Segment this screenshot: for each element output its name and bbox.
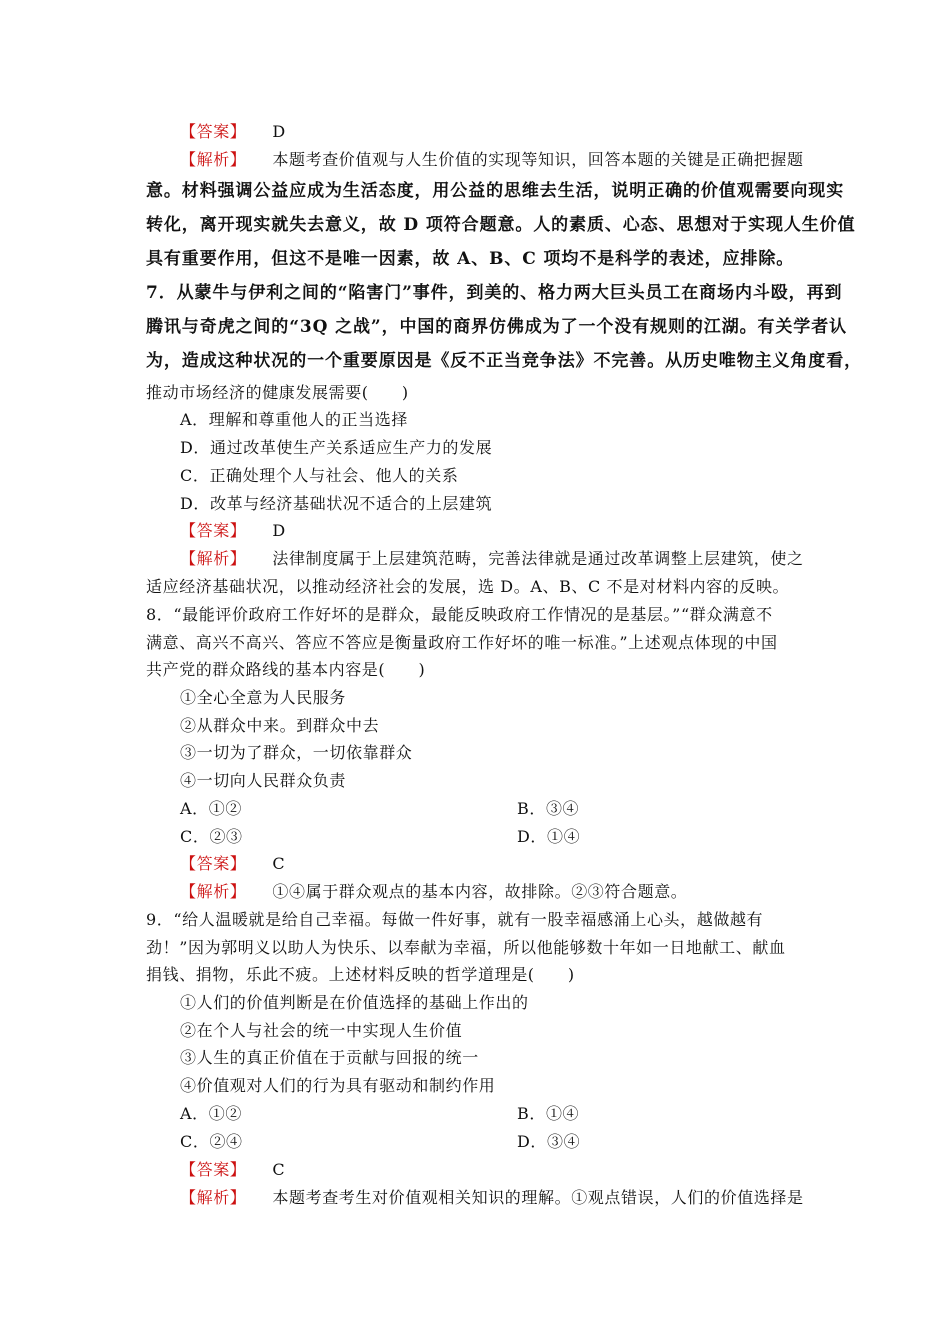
option-b: B．①④: [517, 1104, 580, 1123]
analysis-tag: 【解析】: [180, 882, 247, 901]
answer-tag: 【答案】: [180, 1160, 247, 1179]
analysis-tag: 【解析】: [180, 150, 247, 169]
analysis-line: [180, 549, 804, 569]
question-stem: 8．“最能评价政府工作好坏的是群众，最能反映政府工作情况的是基层。”“群众满意不: [146, 605, 773, 624]
statement-4: ④一切向人民群众负责: [180, 771, 347, 790]
analysis-text: 本题考查价值观与人生价值的实现等知识，回答本题的关键是正确把握题: [272, 150, 804, 169]
statement-3: ③人生的真正价值在于贡献与回报的统一: [180, 1048, 479, 1067]
analysis-text: 具有重要作用，但这不是唯一因素，故 A、B、C 项均不是科学的表述，应排除。: [146, 249, 795, 269]
answer-tag: 【答案】: [180, 854, 247, 873]
analysis-text: 适应经济基础状况，以推动经济社会的发展，选 D。A、B、C 不是对材料内容的反映。: [146, 577, 790, 596]
option-a: A．①②: [180, 1104, 242, 1123]
statement-2: ②在个人与社会的统一中实现人生价值: [180, 1021, 463, 1040]
statement-3: ③一切为了群众，一切依靠群众: [180, 743, 413, 762]
answer-line: [180, 122, 286, 142]
answer-tag: 【答案】: [180, 122, 247, 141]
analysis-tag: 【解析】: [180, 1188, 247, 1207]
analysis-text: 转化，离开现实就失去意义，故 D 项符合题意。人的素质、心态、思想对于实现人生价值: [146, 215, 856, 235]
analysis-line: [180, 882, 687, 902]
answer-value: C: [272, 854, 286, 873]
option-c: C．②③: [180, 827, 243, 846]
option-a: A．①②: [180, 799, 242, 818]
analysis-tag: 【解析】: [180, 549, 247, 568]
answer-line: [180, 854, 285, 874]
option-d: D．改革与经济基础状况不适合的上层建筑: [180, 494, 493, 513]
question-stem: 满意、高兴不高兴、答应不答应是衡量政府工作好坏的唯一标准。”上述观点体现的中国: [146, 633, 778, 652]
option-c: C．②④: [180, 1132, 243, 1151]
analysis-text: 意。材料强调公益应成为生活态度，用公益的思维去生活，说明正确的价值观需要向现实: [146, 181, 845, 201]
analysis-text: 法律制度属于上层建筑范畴，完善法律就是通过改革调整上层建筑，使之: [272, 549, 804, 568]
option-a: A．理解和尊重他人的正当选择: [180, 410, 408, 429]
answer-line: [180, 521, 286, 541]
answer-value: D: [272, 521, 286, 540]
analysis-line: [180, 150, 804, 170]
option-b: B．③④: [517, 799, 580, 818]
answer-value: C: [272, 1160, 286, 1179]
option-d: D．③④: [517, 1132, 581, 1151]
question-stem: 推动市场经济的健康发展需要( ): [146, 383, 409, 402]
question-stem: 劲！”因为郭明义以助人为快乐、以奉献为幸福，所以他能够数十年如一日地献工、献血: [146, 938, 786, 957]
answer-tag: 【答案】: [180, 521, 247, 540]
question-stem: 为，造成这种状况的一个重要原因是《反不正当竞争法》不完善。从历史唯物主义角度看，: [146, 351, 862, 371]
question-stem: 腾讯与奇虎之间的“3Q 之战”，中国的商界仿佛成为了一个没有规则的江湖。有关学者认: [146, 317, 848, 337]
question-stem: 9．“给人温暖就是给自己幸福。每做一件好事，就有一股幸福感涌上心头，越做越有: [146, 910, 764, 929]
statement-1: ①人们的价值判断是在价值选择的基础上作出的: [180, 993, 529, 1012]
question-stem: 7．从蒙牛与伊利之间的“陷害门”事件，到美的、格力两大巨头员工在商场内斗殴，再到: [146, 283, 843, 303]
analysis-text: 本题考查考生对价值观相关知识的理解。①观点错误，人们的价值选择是: [272, 1188, 804, 1207]
answer-value: D: [272, 122, 286, 141]
statement-1: ①全心全意为人民服务: [180, 688, 347, 707]
question-stem: 共产党的群众路线的基本内容是( ): [146, 660, 426, 679]
question-stem: 捐钱、捐物，乐此不疲。上述材料反映的哲学道理是( ): [146, 965, 575, 984]
option-b: D．通过改革使生产关系适应生产力的发展: [180, 438, 493, 457]
option-d: D．①④: [517, 827, 581, 846]
analysis-line: [180, 1188, 804, 1208]
statement-4: ④价值观对人们的行为具有驱动和制约作用: [180, 1076, 496, 1095]
analysis-text: ①④属于群众观点的基本内容，故排除。②③符合题意。: [272, 882, 688, 901]
statement-2: ②从群众中来。到群众中去: [180, 716, 380, 735]
option-c: C．正确处理个人与社会、他人的关系: [180, 466, 459, 485]
answer-line: [180, 1160, 285, 1180]
